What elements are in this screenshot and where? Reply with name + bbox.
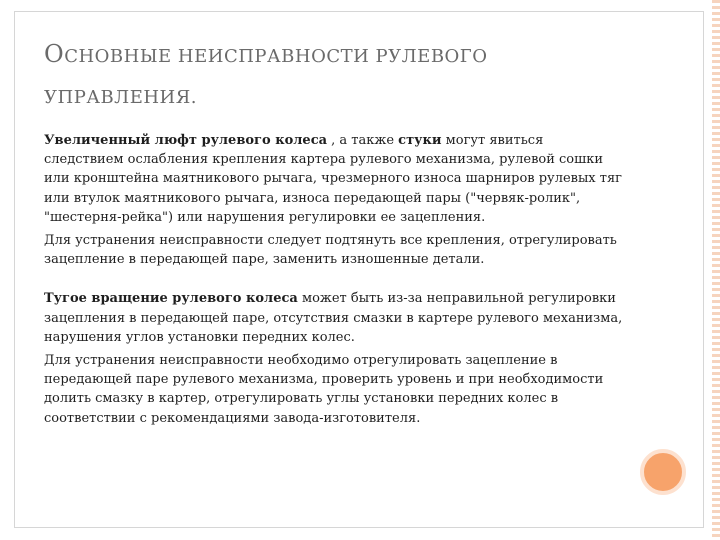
slide-title: [44, 34, 644, 118]
paragraph-tight-steering: [44, 289, 624, 347]
paragraph-tight-steering-fix: Для устранения неисправности необходимо отрегулировать зацепление в передающей паре рулевого механизма, проверить уровень и при необходимости долить смазку в картер, отрегулировать углы установки передних колес в соответствии с рекомендациями завода-изготовителя.: [44, 353, 604, 426]
decorative-orange-circle: [640, 449, 686, 495]
text-play-causes: могут явиться следствием ослабления крепления картера рулевого механизма, рулевой сошки или кронштейна маятникового рычага, чрезмерного износа шарниров рулевых тяг или втулок маятникового рычага, износа передающей пары ("червяк-ролик", "шестерня-рейка") или нарушения регулировки ее зацепления.: [44, 133, 622, 225]
text-tight-causes: может быть из-за неправильной регулировки зацепления в передающей паре, отсутствия смазки в картере рулевого механизма, нарушения углов установки передних колес.: [44, 291, 623, 345]
term-knocks: стуки: [398, 133, 442, 148]
title-first-letter: О: [44, 40, 65, 68]
term-play: Увеличенный люфт рулевого колеса: [44, 133, 328, 148]
term-tight-rotation: Тугое вращение рулевого колеса: [44, 291, 298, 307]
title-rest: СНОВНЫЕ НЕИСПРАВНОСТИ РУЛЕВОГО УПРАВЛЕНИЯ.: [44, 46, 488, 108]
slide-body: [44, 131, 624, 428]
paragraph-loose-steering: [44, 131, 624, 227]
text-play-connector: , а также: [327, 133, 399, 148]
decorative-stripe: [712, 0, 720, 540]
paragraph-loose-steering-fix: Для устранения неисправности следует подтянуть все крепления, отрегулировать зацепление в передающей паре, заменить изношенные детали.: [44, 233, 617, 268]
